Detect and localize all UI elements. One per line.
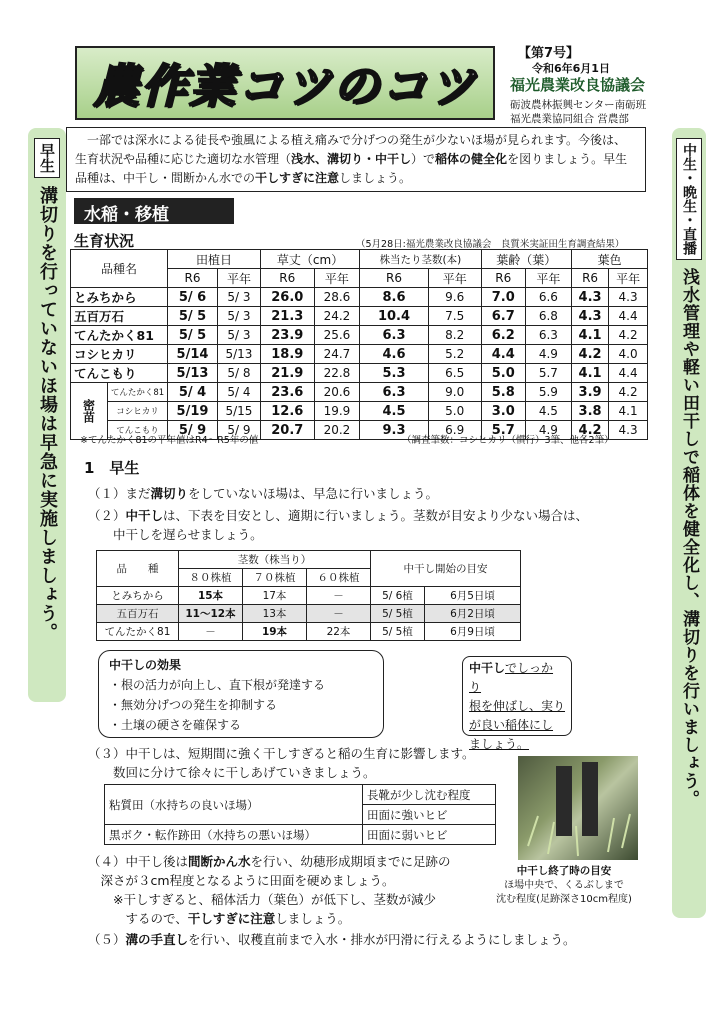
growth-cell: 20.2 <box>314 421 360 440</box>
growth-cell: 5/13 <box>168 364 218 383</box>
mid-table-cell: 5/ 5植 <box>371 623 425 641</box>
growth-cell: 9.3 <box>360 421 429 440</box>
growth-cell: 20.6 <box>314 383 360 402</box>
growth-cell: 5.8 <box>481 383 525 402</box>
issue-number: 【第7号】 <box>518 46 580 61</box>
publisher-sub: 砺波農林振興センター南砺班 福光農業協同組合 営農部 <box>510 99 647 125</box>
mt-header-stems: 茎数（株当り） <box>179 551 371 569</box>
growth-cell: 6.8 <box>525 307 571 326</box>
subheader-avg: 平年 <box>609 269 648 288</box>
effect-item: ・土壌の硬さを確保する <box>109 718 242 732</box>
growth-cell: 4.3 <box>609 288 648 307</box>
right-sidebar <box>672 128 706 918</box>
growth-cell: 5/ 8 <box>218 364 261 383</box>
early-p5: （５）溝の手直しを行い、収穫直前まで入水・排水が円滑に行えるようにしましょう。 <box>88 932 576 947</box>
growth-cell: 21.3 <box>260 307 314 326</box>
growth-cell: 5.2 <box>428 345 481 364</box>
photo-caption: 中干し終了時の目安 ほ場中央で、くるぶしまで 沈む程度(足跡深さ10cm程度) <box>496 865 632 905</box>
subheader-r6: R6 <box>260 269 314 288</box>
issue-date: 令和6年6月1日 <box>532 62 610 75</box>
mid-table-cell: 15本 <box>179 587 243 605</box>
growth-cell: 26.0 <box>260 288 314 307</box>
growth-cell: 4.1 <box>571 326 608 345</box>
growth-cell: 5.3 <box>360 364 429 383</box>
mid-table-cell: 6月2日頃 <box>425 605 521 623</box>
growth-cell: 8.6 <box>360 288 429 307</box>
variety-name: てんたかく81 <box>108 383 168 402</box>
growth-cell: 3.9 <box>571 383 608 402</box>
growth-cell: 10.4 <box>360 307 429 326</box>
growth-cell: 4.2 <box>571 421 608 440</box>
growth-cell: 5/ 4 <box>168 383 218 402</box>
soil-clay: 粘質田（水持ちの良いほ場） <box>105 785 363 825</box>
mt-header-60: ６０株植 <box>307 569 371 587</box>
growth-cell: 4.1 <box>609 402 648 421</box>
effect-item: ・無効分げつの発生を抑制する <box>109 698 278 712</box>
mid-table-row <box>97 623 521 641</box>
mid-table-cell: 6月5日頃 <box>425 587 521 605</box>
variety-name: てんこもり <box>108 421 168 440</box>
growth-cell: 5/ 9 <box>168 421 218 440</box>
growth-cell: 24.2 <box>314 307 360 326</box>
growth-cell: 21.9 <box>260 364 314 383</box>
growth-cell: 4.2 <box>609 383 648 402</box>
growth-cell: 4.2 <box>609 326 648 345</box>
early-p3: （３）中干しは、短期間に強く干しすぎると稲の生育に影響します。 数回に分けて徐々に干しあげていきましょう。 <box>88 746 475 780</box>
newsletter-title-banner <box>75 46 495 120</box>
growth-cell: 6.6 <box>525 288 571 307</box>
growth-cell: 4.3 <box>609 421 648 440</box>
growth-cell: 23.6 <box>260 383 314 402</box>
growth-table <box>70 249 648 440</box>
mid-table-cell: 17本 <box>243 587 307 605</box>
growth-cell: 9.6 <box>428 288 481 307</box>
early-p1: （１）まだ溝切りをしていないほ場は、早急に行いましょう。 <box>88 486 439 501</box>
growth-cell: 20.7 <box>260 421 314 440</box>
growth-cell: 6.3 <box>360 326 429 345</box>
growth-row <box>71 288 648 307</box>
growth-cell: 28.6 <box>314 288 360 307</box>
growth-cell: 5/13 <box>218 345 261 364</box>
growth-cell: 6.9 <box>428 421 481 440</box>
growth-cell: 5/ 6 <box>168 288 218 307</box>
mt-header-start: 中干し開始の目安 <box>371 551 521 587</box>
growth-cell: 6.2 <box>481 326 525 345</box>
right-sidebar-tag: 中生・晩生・直播 <box>676 138 702 260</box>
mid-table-cell: てんたかく81 <box>97 623 179 641</box>
variety-name: とみちから <box>71 288 168 307</box>
growth-cell: 4.0 <box>609 345 648 364</box>
growth-cell: 4.4 <box>481 345 525 364</box>
growth-note: ※てんたかく81の平年値はR4〜R5年の値 <box>80 435 259 446</box>
growth-cell: 5.7 <box>481 421 525 440</box>
growth-cell: 4.4 <box>609 364 648 383</box>
growth-cell: 4.3 <box>571 307 608 326</box>
growth-row <box>71 364 648 383</box>
growth-cell: 4.6 <box>360 345 429 364</box>
growth-row <box>71 345 648 364</box>
growth-row <box>71 326 648 345</box>
growth-cell: 5.7 <box>525 364 571 383</box>
header-color: 葉色 <box>571 250 647 269</box>
effect-item: ・根の活力が向上し、直下根が発達する <box>109 678 326 692</box>
growth-cell: 5/ 3 <box>218 326 261 345</box>
growth-cell: 24.7 <box>314 345 360 364</box>
mid-table-cell: とみちから <box>97 587 179 605</box>
mid-table-row <box>97 587 521 605</box>
growth-cell: 6.7 <box>481 307 525 326</box>
mid-table-cell: 5/ 6植 <box>371 587 425 605</box>
growth-row-dense <box>71 402 648 421</box>
variety-name: 五百万石 <box>71 307 168 326</box>
mid-drying-table <box>96 550 521 641</box>
left-sidebar-tag: 早生 <box>34 138 60 178</box>
growth-survey-note: （調査筆数：コシヒカリ（慣行）3筆、他各2筆） <box>402 435 614 446</box>
mt-header-variety: 品 種 <box>97 551 179 587</box>
soil-type-table <box>104 784 496 845</box>
field-photo <box>518 756 638 860</box>
growth-cell: 5.0 <box>481 364 525 383</box>
header-planting: 田植日 <box>168 250 261 269</box>
newsletter-title: 農作業コツのコツ <box>93 59 477 113</box>
growth-cell: 5/15 <box>218 402 261 421</box>
mid-table-cell: 5/ 5植 <box>371 605 425 623</box>
subheader-avg: 平年 <box>314 269 360 288</box>
growth-cell: 4.3 <box>571 288 608 307</box>
mid-table-cell: － <box>179 623 243 641</box>
growth-cell: 4.4 <box>609 307 648 326</box>
mid-table-cell: 11〜12本 <box>179 605 243 623</box>
photo-caption-title: 中干し終了時の目安 <box>516 865 612 877</box>
mid-table-cell: 13本 <box>243 605 307 623</box>
header-variety: 品種名 <box>71 250 168 288</box>
growth-cell: 4.2 <box>571 345 608 364</box>
growth-cell: 22.8 <box>314 364 360 383</box>
mid-drying-effect-box <box>98 650 384 738</box>
growth-cell: 8.2 <box>428 326 481 345</box>
growth-cell: 4.5 <box>360 402 429 421</box>
left-sidebar <box>28 128 66 702</box>
growth-cell: 5/ 3 <box>218 307 261 326</box>
growth-cell: 5/ 3 <box>218 288 261 307</box>
growth-cell: 19.9 <box>314 402 360 421</box>
variety-name: てんたかく81 <box>71 326 168 345</box>
early-p4: （４）中干し後は間断かん水を行い、幼穂形成期頃までに足跡の 深さが３cm程度となるように田面を硬めましょう。 ※干しすぎると、稲体活力（葉色）が低下し、茎数が減少 するので、干しすぎに注意しましょう。 <box>88 854 451 926</box>
growth-cell: 6.3 <box>360 383 429 402</box>
growth-cell: 5/ 5 <box>168 307 218 326</box>
growth-cell: 4.9 <box>525 421 571 440</box>
growth-cell: 7.5 <box>428 307 481 326</box>
mt-header-70: ７０株植 <box>243 569 307 587</box>
variety-name: てんこもり <box>71 364 168 383</box>
dense-seedling-label: 密苗 <box>71 383 108 440</box>
growth-cell: 12.6 <box>260 402 314 421</box>
section-heading: 水稲・移植 <box>74 198 234 224</box>
variety-name: コシヒカリ <box>71 345 168 364</box>
growth-cell: 5.0 <box>428 402 481 421</box>
growth-cell: 4.5 <box>525 402 571 421</box>
growth-cell: 3.8 <box>571 402 608 421</box>
growth-cell: 18.9 <box>260 345 314 364</box>
growth-row <box>71 307 648 326</box>
growth-cell: 9.0 <box>428 383 481 402</box>
growth-cell: 6.3 <box>525 326 571 345</box>
mid-table-cell: 五百万石 <box>97 605 179 623</box>
subheader-r6: R6 <box>168 269 218 288</box>
growth-cell: 4.1 <box>571 364 608 383</box>
mid-table-cell: － <box>307 605 371 623</box>
mid-table-cell: － <box>307 587 371 605</box>
growth-cell: 5/ 5 <box>168 326 218 345</box>
subheader-avg: 平年 <box>428 269 481 288</box>
header-stems: 株当たり茎数(本) <box>360 250 481 269</box>
right-sidebar-text: 浅水管理や軽い田干しで稲体を健全化し、溝切りを行いましょう。 <box>679 268 699 808</box>
variety-name: コシヒカリ <box>108 402 168 421</box>
subheader-avg: 平年 <box>218 269 261 288</box>
mid-table-cell: 6月9日頃 <box>425 623 521 641</box>
growth-cell: 7.0 <box>481 288 525 307</box>
growth-cell: 5/19 <box>168 402 218 421</box>
boots-in-field-image <box>518 756 638 860</box>
header-height: 草丈（cm） <box>260 250 359 269</box>
growth-cell: 5/ 4 <box>218 383 261 402</box>
growth-cell: 5.9 <box>525 383 571 402</box>
left-sidebar-text: 溝切りを行っていないほ場は早急に実施しましょう。 <box>37 186 58 642</box>
soil-clay-sign1: 長靴が少し沈む程度 <box>363 785 496 805</box>
growth-heading: 生育状況 <box>74 232 135 250</box>
soil-volcanic-sign: 田面に弱いヒビ <box>363 825 496 845</box>
effect-title: 中干しの効果 <box>109 658 182 672</box>
growth-cell: 25.6 <box>314 326 360 345</box>
growth-cell: 5/14 <box>168 345 218 364</box>
growth-source: （5月28日:福光農業改良協議会 良質米実証田生育調査結果） <box>356 239 625 250</box>
growth-cell: 23.9 <box>260 326 314 345</box>
mid-drying-callout: 中干しでしっかり 根を伸ばし、実り が良い稲体にし ましょう。 <box>462 656 572 736</box>
mt-header-80: ８０株植 <box>179 569 243 587</box>
subheader-r6: R6 <box>481 269 525 288</box>
early-heading: 1 早生 <box>84 459 140 477</box>
publisher-name: 福光農業改良協議会 <box>510 76 646 94</box>
soil-volcanic: 黒ボク・転作跡田（水持ちの悪いほ場） <box>105 825 363 845</box>
header-leaf: 葉齢（葉） <box>481 250 571 269</box>
subheader-avg: 平年 <box>525 269 571 288</box>
mid-table-row <box>97 605 521 623</box>
growth-cell: 4.9 <box>525 345 571 364</box>
growth-cell: 3.0 <box>481 402 525 421</box>
soil-clay-sign2: 田面に強いヒビ <box>363 805 496 825</box>
subheader-r6: R6 <box>360 269 429 288</box>
growth-cell: 6.5 <box>428 364 481 383</box>
growth-cell: 5/ 9 <box>218 421 261 440</box>
mid-table-cell: 22本 <box>307 623 371 641</box>
growth-row-dense <box>71 383 648 402</box>
early-p2: （２）中干しは、下表を目安とし、適期に行いましょう。茎数が目安より少ない場合は、 中干しを遅らせましょう。 <box>88 508 589 542</box>
mid-table-cell: 19本 <box>243 623 307 641</box>
intro-box: 一部では深水による徒長や強風による植え痛みで分げつの発生が少ないほ場が見られます。今後は、生育状況や品種に応じた適切な水管理（浅水、溝切り・中干し）で稲体の健全化を図りましょう。早生品種は、中干し・間断かん水での干しすぎに注意しましょう。 <box>66 127 646 192</box>
subheader-r6: R6 <box>571 269 608 288</box>
